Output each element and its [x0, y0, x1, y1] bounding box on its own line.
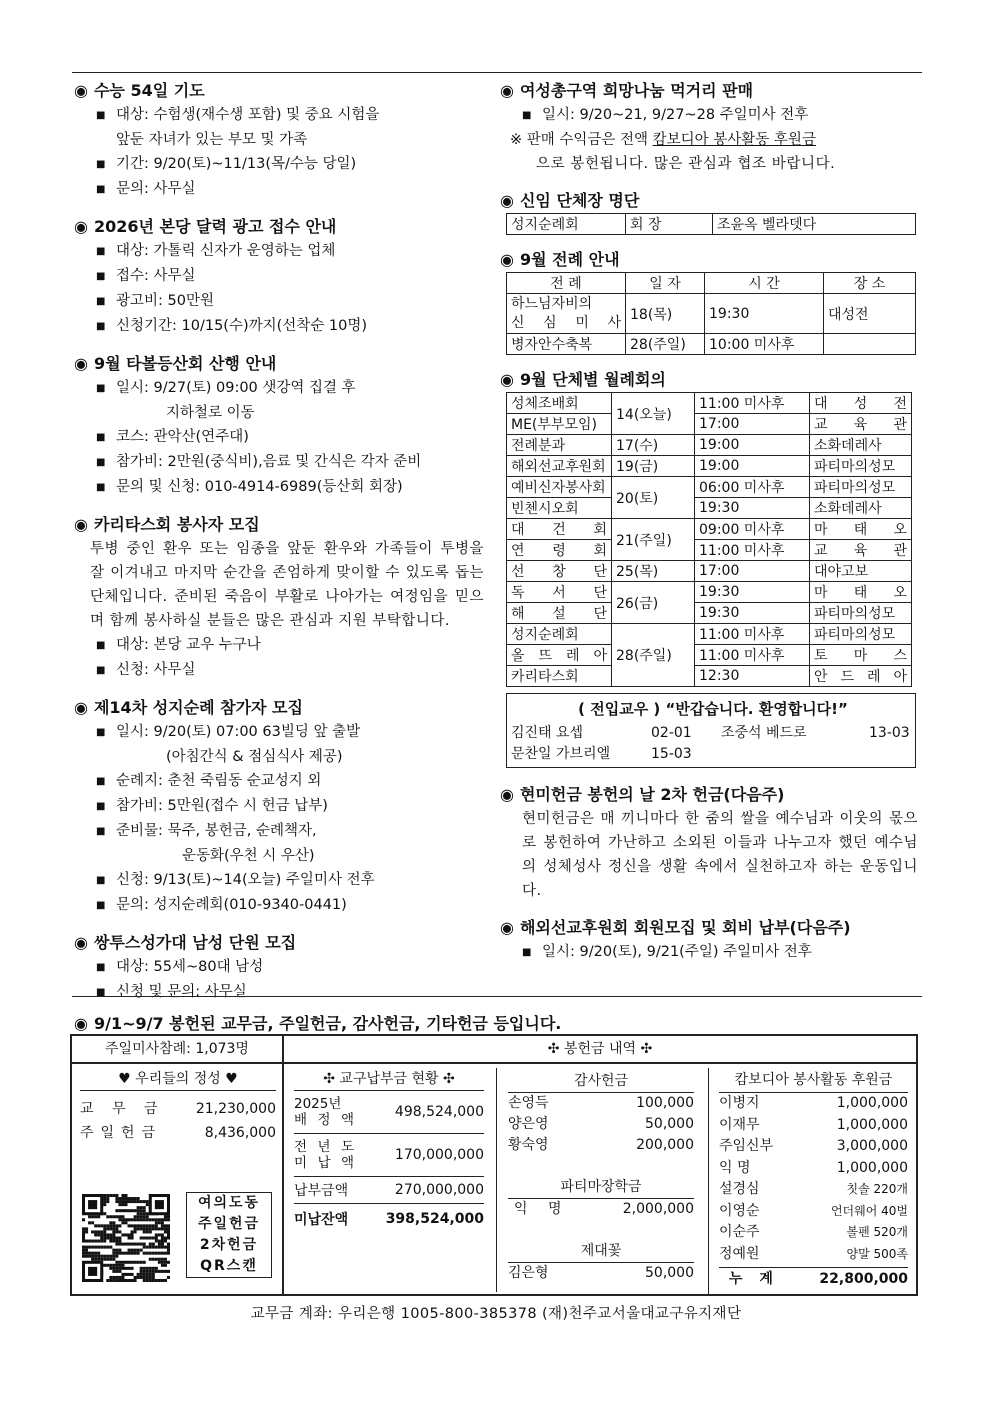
group-name: 성지순례회: [507, 624, 612, 645]
meeting-place: 파티마의성모: [810, 603, 912, 624]
section-caritas: [74, 512, 494, 683]
donor-row: 이영순 언더웨어 40벌: [719, 1202, 908, 1219]
table-row: 병자안수축복 28(주일) 10:00 미사후: [507, 334, 916, 355]
section-title: 여성총구역 희망나눔 먹거리 판매: [519, 81, 754, 100]
meeting-place: 파티마의성모: [810, 477, 912, 498]
amount-row: 익 명 2,000,000: [514, 1201, 694, 1217]
section-title: 제14차 성지순례 참가자 모집: [93, 698, 303, 717]
meeting-time: 12:30: [695, 666, 810, 687]
list-item: ■ 순례지: 춘천 죽림동 순교성지 외: [96, 769, 494, 794]
qr-label: 여의도동 주일헌금 2차헌금 QR스캔: [186, 1192, 272, 1278]
table-row: [507, 393, 912, 414]
thanks-panel: [508, 1070, 694, 1284]
list-item: ■ 신청 및 문의: 사무실: [96, 980, 494, 1005]
meeting-time: 09:00 미사후: [695, 519, 810, 540]
list-item: ■ 대상: 가톨릭 신자가 운영하는 업체: [96, 239, 494, 264]
amount-row: 납부금액 270,000,000: [294, 1177, 484, 1204]
meeting-place: 교 육 관: [810, 540, 912, 561]
table-cell: 조윤옥 벨라뎃다: [713, 214, 916, 235]
table-header: 장 소: [824, 273, 916, 294]
list-item: ■ 대상: 본당 교우 누구나: [96, 633, 494, 658]
section-monthly-meetings: [500, 367, 920, 687]
amount-row: 양은영 50,000: [508, 1116, 694, 1132]
list-item: 지하철로 이동: [166, 405, 255, 421]
amount-row: 전 년 도 미 납 액 170,000,000: [294, 1134, 484, 1177]
meeting-time: 11:00 미사후: [695, 540, 810, 561]
section-hiking: [74, 351, 494, 500]
cambodia-link-text: 캄보디아 봉사활동 후원금: [652, 132, 816, 148]
list-item: ■ 접수: 사무실: [96, 264, 494, 289]
section-title: 카리타스회 봉사자 모집: [93, 515, 260, 534]
offering-title: 9/1~9/7 봉헌된 교무금, 주일헌금, 감사헌금, 기타헌금 등입니다.: [93, 1014, 562, 1033]
meeting-time: 11:00 미사후: [695, 624, 810, 645]
list-item: ■ 대상: 수험생(재수생 포함) 및 중요 시험을: [96, 103, 494, 128]
note: ※ 판매 수익금은 전액 캄보디아 봉사활동 후원금: [510, 132, 816, 148]
thanks-title: 감사헌금: [508, 1070, 694, 1093]
amount-row: 황숙영 200,000: [508, 1137, 694, 1153]
bullet-icon: ◉: [74, 1014, 88, 1033]
section-title: 해외선교후원회 회원모집 및 회비 납부(다음주): [519, 918, 851, 937]
group-name: 해외선교후원회: [507, 456, 612, 477]
bullet-icon: ◉: [500, 191, 514, 210]
section-title: 쌍투스성가대 남성 단원 모집: [93, 933, 297, 952]
list-item: ■ 문의 및 신청: 010-4914-6989(등산회 회장): [96, 475, 494, 500]
meeting-time: 19:30: [695, 498, 810, 519]
section-rice-offering: [500, 782, 920, 903]
section-title: 9월 전례 안내: [519, 250, 620, 269]
table-row: [507, 456, 912, 477]
liturgy-table: [506, 272, 916, 355]
section-new-leaders: [500, 188, 920, 235]
meeting-place: 안 드 레 아: [810, 666, 912, 687]
middle-rule: [72, 996, 922, 997]
group-name: 대 건 회: [507, 519, 612, 540]
table-header: 일 자: [626, 273, 705, 294]
table-row: [507, 603, 912, 624]
meeting-place: 대야고보: [810, 561, 912, 582]
list-item: 운동화(우천 시 우산): [182, 848, 315, 864]
list-item: ■ 문의: 사무실: [96, 177, 494, 202]
meeting-date: 21(주일): [612, 519, 695, 561]
section-pilgrimage: [74, 695, 494, 918]
bullet-icon: ◉: [500, 250, 514, 269]
meeting-time: 19:00: [695, 435, 810, 456]
bullet-icon: ◉: [74, 354, 88, 373]
table-row: [507, 666, 912, 687]
bullet-icon: ◉: [500, 370, 514, 389]
table-row: [507, 624, 912, 645]
table-row: [507, 477, 912, 498]
meeting-date: 14(오늘): [612, 393, 695, 435]
meeting-date: 19(금): [612, 456, 695, 477]
meeting-place: 파티마의성모: [810, 456, 912, 477]
section-food-sale: ◉ 여성총구역 희망나눔 먹거리 판매 ■ 일시: 9/20~21, 9/27~28 주일미사 전후 ※ 판매 수익금은 전액 캄보디아 봉사활동 후원금 으로 봉헌됩니다. 많은 관심과 협조 바랍니다.: [500, 78, 920, 176]
list-item: ■ 대상: 55세~80대 남성: [96, 955, 494, 980]
section-calendar-ad: [74, 214, 494, 339]
meeting-place: 파티마의성모: [810, 624, 912, 645]
section-title: 9월 단체별 월례회의: [519, 370, 666, 389]
group-name: 빈첸시오회: [507, 498, 612, 519]
meetings-table: [506, 392, 912, 687]
newcomer-name: 문찬일 가브리엘: [511, 746, 611, 762]
donor-row: 주임신부 3,000,000: [719, 1138, 908, 1154]
offering-box: [70, 1034, 918, 1296]
table-row: [507, 435, 912, 456]
group-name: 올 뜨 레 아: [507, 645, 612, 666]
welcome-title: ( 전입교우 ) “반갑습니다. 환영합니다!”: [578, 700, 848, 718]
amount-row: 김은형 50,000: [508, 1265, 694, 1281]
meeting-date: 17(수): [612, 435, 695, 456]
meeting-time: 17:00: [695, 414, 810, 435]
meeting-place: 소화데레사: [810, 435, 912, 456]
meeting-place: 대 성 전: [810, 393, 912, 414]
offering-details-title: ✣ 봉헌금 내역 ✣: [284, 1036, 916, 1064]
meeting-place: 마 태 오: [810, 519, 912, 540]
list-item: ■ 문의: 성지순례회(010-9340-0441): [96, 893, 494, 918]
meeting-time: 06:00 미사후: [695, 477, 810, 498]
table-row: [507, 540, 912, 561]
bullet-icon: ◉: [74, 217, 88, 236]
list-item: ■ 참가비: 5만원(접수 시 헌금 납부): [96, 794, 494, 819]
section-choir: [74, 930, 494, 1005]
meeting-place: 토 마 스: [810, 645, 912, 666]
account-info: 교무금 계좌: 우리은행 1005-800-385378 (재)천주교서울대교구유지재단: [250, 1306, 742, 1322]
meeting-time: 11:00 미사후: [695, 645, 810, 666]
section-mission-support: [500, 915, 920, 965]
section-title: 9월 타볼등산회 산행 안내: [93, 354, 277, 373]
caritas-paragraph: 투병 중인 환우 또는 임종을 앞둔 환우와 가족들이 투병을 잘 이겨내고 마지막 순간을 존엄하게 맞이할 수 있도록 돕는 단체입니다. 준비된 죽음이 부활로 나아가는 여정임을 믿으며 함께 봉사하실 분들은 많은 관심과 지원 부탁합니다.: [90, 541, 484, 629]
newcomer-name: 조중석 베드로: [721, 725, 807, 741]
left-column: [74, 78, 494, 1017]
list-item: ■ 준비물: 묵주, 봉헌금, 순례책자,: [96, 819, 494, 844]
newcomer-district: 13-03: [869, 725, 910, 741]
donor-row: 정예원 양말 500족: [719, 1245, 908, 1262]
cambodia-panel: [708, 1068, 908, 1294]
amount-row: 손영득 100,000: [508, 1095, 694, 1111]
donor-row: 이재무 1,000,000: [719, 1116, 908, 1133]
bullet-icon: ◉: [500, 918, 514, 937]
meeting-date: 25(목): [612, 561, 695, 582]
meeting-place: 교 육 관: [810, 414, 912, 435]
unpaid-row: 미납잔액 398,524,000: [294, 1211, 484, 1228]
top-rule: [72, 72, 922, 73]
list-item: ■ 참가비: 2만원(중식비),음료 및 간식은 각자 준비: [96, 450, 494, 475]
meeting-time: 19:30: [695, 582, 810, 603]
table-row: [507, 582, 912, 603]
meeting-time: 19:00: [695, 456, 810, 477]
table-cell: 성지순례회: [507, 214, 626, 235]
group-name: 선 창 단: [507, 561, 612, 582]
group-name: 카리타스회: [507, 666, 612, 687]
bullet-icon: ◉: [74, 81, 88, 100]
group-name: 전례분과: [507, 435, 612, 456]
section-title: 수능 54일 기도: [93, 81, 205, 100]
meeting-time: 11:00 미사후: [695, 393, 810, 414]
bullet-icon: ◉: [74, 698, 88, 717]
bullet-icon: ◉: [74, 515, 88, 534]
meeting-place: 소화데레사: [810, 498, 912, 519]
note-mark: ※: [510, 132, 523, 148]
bullet-icon: ◉: [74, 933, 88, 952]
diocese-title: ✣ 교구납부금 현황 ✣: [294, 1068, 484, 1091]
bullet-icon: ◉: [500, 785, 514, 804]
table-row: [507, 561, 912, 582]
group-name: 연 령 회: [507, 540, 612, 561]
donor-row: 익 명 1,000,000: [719, 1159, 908, 1176]
list-item: ■ 신청: 사무실: [96, 658, 494, 683]
list-item: ■ 일시: 9/27(토) 09:00 샛강역 집결 후: [96, 376, 494, 401]
bullet-icon: ◉: [500, 81, 514, 100]
amount-row: 주일헌금 8,436,000: [80, 1125, 276, 1141]
list-item: ■ 일시: 9/20~21, 9/27~28 주일미사 전후: [522, 103, 920, 128]
meeting-date: 26(금): [612, 582, 695, 624]
list-item: 앞둔 자녀가 있는 부모 및 가족: [116, 132, 308, 148]
list-item: ■ 신청기간: 10/15(수)까지(선착순 10명): [96, 314, 494, 339]
qr-code-icon[interactable]: [82, 1194, 170, 1282]
group-name: 성체조배회: [507, 393, 612, 414]
ours-title: ♥ 우리들의 정성 ♥: [80, 1068, 276, 1091]
section-title: 2026년 본당 달력 광고 접수 안내: [93, 217, 337, 236]
table-row: [507, 414, 912, 435]
fatima-title: 파티마장학금: [508, 1176, 694, 1199]
section-title: 현미헌금 봉헌의 날 2차 헌금(다음주): [519, 785, 785, 804]
meeting-date: 28(주일): [612, 624, 695, 687]
table-cell: 회 장: [626, 214, 713, 235]
amount-row: 2025년 배 정 액 498,524,000: [294, 1091, 484, 1134]
meeting-time: 17:00: [695, 561, 810, 582]
table-header: 전 례: [507, 273, 626, 294]
attendance: 주일미사참례: 1,073명: [72, 1036, 284, 1064]
table-row: [507, 498, 912, 519]
newcomer-district: 15-03: [651, 746, 692, 762]
amount-row: 교 무 금 21,230,000: [80, 1101, 276, 1117]
right-column: [500, 78, 920, 977]
table-row: [507, 519, 912, 540]
meeting-place: 마 태 오: [810, 582, 912, 603]
newcomer-name: 김진태 요셉: [511, 725, 584, 741]
group-name: 예비신자봉사회: [507, 477, 612, 498]
section-suneung: [74, 78, 494, 202]
meeting-date: 20(토): [612, 477, 695, 519]
list-item: ■ 코스: 관악산(연주대): [96, 425, 494, 450]
cambodia-title: 캄보디아 봉사활동 후원금: [719, 1068, 908, 1093]
flower-title: 제대꽃: [508, 1240, 694, 1263]
rice-paragraph: 현미헌금은 매 끼니마다 한 줌의 쌀을 예수님과 이웃의 몫으로 봉헌하여 가난하고 소외된 이들과 나누고자 했던 예수님의 성체성사 정신을 생활 속에서 실천하고자 하는 운동입니다.: [522, 811, 918, 899]
list-item: ■ 기간: 9/20(토)~11/13(목/수능 당일): [96, 152, 494, 177]
group-name: 해 설 단: [507, 603, 612, 624]
meeting-time: 19:30: [695, 603, 810, 624]
ours-panel: [80, 1068, 276, 1274]
group-name: 독 서 단: [507, 582, 612, 603]
table-row: [507, 645, 912, 666]
diocese-panel: [294, 1068, 484, 1234]
donor-row: 이병지 1,000,000: [719, 1095, 908, 1111]
donor-row: 설경심 칫솔 220개: [719, 1181, 908, 1197]
list-item: ■ 광고비: 50만원: [96, 289, 494, 314]
section-title: 신임 단체장 명단: [519, 191, 640, 210]
welcome-box: [506, 693, 916, 768]
group-name: ME(부부모임): [507, 414, 612, 435]
list-item: ■ 신청: 9/13(토)~14(오늘) 주일미사 전후: [96, 868, 494, 893]
list-item: ■ 일시: 9/20(토), 9/21(주일) 주일미사 전후: [522, 940, 920, 965]
table-row: 하느님자비의 신 심 미 사 18(목) 19:30 대성전: [507, 294, 916, 334]
list-item: (아침간식 & 점심식사 제공): [166, 749, 343, 765]
list-item: ■ 일시: 9/20(토) 07:00 63빌딩 앞 출발: [96, 720, 494, 745]
newcomer-district: 02-01: [651, 725, 692, 741]
leaders-table: [506, 213, 916, 235]
donor-row: 이순주 볼펜 520개: [719, 1224, 908, 1240]
section-liturgy: [500, 247, 920, 355]
total-row: 누 계 22,800,000: [719, 1267, 908, 1291]
table-header: 시 간: [705, 273, 824, 294]
